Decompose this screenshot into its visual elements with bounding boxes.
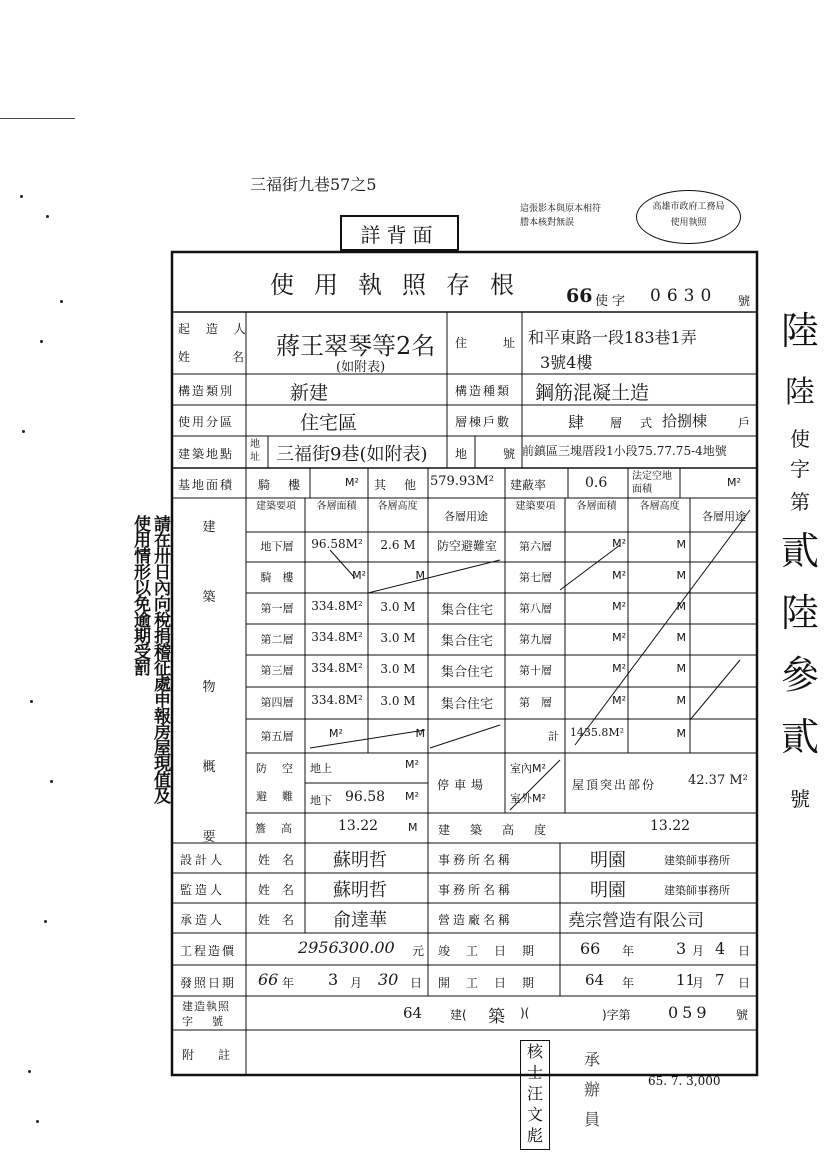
floor-area: M² [329,727,343,740]
designer-name-label: 姓 名 [258,853,295,867]
floor-height: 3.0 M [380,600,416,614]
header-area: 各層面積 [316,501,357,512]
floor-height: 3.0 M [380,631,416,645]
floor-use: 集合住宅 [440,665,493,680]
issue-month-unit: 月 [350,976,363,990]
header-use-2: 各層用途 [702,510,746,523]
header-height-2: 各層高度 [639,501,680,512]
owner-label-b: 姓 名 [178,350,251,364]
floor-area: 96.58M² [311,537,363,551]
floor-height: M [676,727,686,740]
lot-label: 地 號 [455,447,520,461]
form-title: 使用執照存根 [270,271,534,299]
permit-ref-word: 建( [450,1008,467,1022]
complete-date-label: 竣 工 日 期 [438,944,537,958]
legal-open-unit: M² [727,476,741,489]
floor-area: 334.8M² [311,630,363,644]
supervisor-office-suffix: 建築師事務所 [664,884,730,897]
verify-stamp: 詳背面 [340,215,459,251]
eave-unit: M [408,821,418,834]
floors-buildings: 拾捌棟 [662,412,708,430]
approver-stamp: 核 士 汪 文 彪 [520,1040,550,1150]
owner-label-a: 起 造 人 [178,322,252,336]
cost-unit: 元 [412,944,425,958]
roof-label: 屋頂突出部份 [572,778,657,792]
eave-value: 13.22 [338,818,379,834]
start-day: 7 [715,971,725,989]
owner-note: (如附表) [336,360,386,375]
permit-word: 使字 [595,294,630,309]
floor-item: 第四層 [260,696,294,709]
structure-value: 鋼筋混凝土造 [535,382,650,404]
floor-height: 3.0 M [380,694,416,708]
floor-item: 計 [548,730,559,743]
shelter-label-a: 防 空 [256,762,295,775]
owner-name: 蔣王翠琴等2名 [276,332,436,360]
use-zone-value: 住宅區 [300,412,358,434]
floor-item: 第三層 [260,664,294,677]
base-area-label: 基地面積 [178,478,235,492]
supervisor-office: 明園 [590,880,626,901]
eave-label: 簷 高 [255,822,294,835]
contractor-office-label: 營造廠名稱 [438,913,514,927]
floor-height: M [676,538,686,551]
floor-use: 集合住宅 [440,697,493,712]
floor-item: 第五層 [260,730,294,743]
shelter-below-label: 地下 [310,794,332,807]
roof-value: 42.37 M² [688,773,748,788]
handler-stamp: 承 辦 員 [583,1050,600,1129]
floor-height: 3.0 M [380,662,416,676]
issue-year-unit: 年 [282,976,295,990]
shelter-below-value: 96.58 [345,789,386,805]
permit-ref-suffix: 號 [736,1008,749,1022]
issue-date-label: 發照日期 [180,976,237,990]
address-line-1: 和平東路一段183巷1弄 [528,328,697,347]
floor-height: 2.6 M [380,538,416,552]
floor-area: M² [612,569,626,582]
permit-suffix: 號 [738,294,751,308]
supervisor-name: 蘇明哲 [333,880,387,901]
issue-day-unit: 日 [410,976,423,990]
contractor-name-label: 姓 名 [258,913,295,927]
floor-item: 第十層 [519,664,552,677]
shelter-below-unit: M² [405,790,419,803]
use-zone-label: 使用分區 [178,415,235,429]
arcade-label: 騎 樓 [258,478,304,492]
start-date-label: 開 工 日 期 [438,976,537,990]
floor-area: 334.8M² [311,693,363,707]
designer-office: 明園 [590,850,626,871]
permit-number: 0630 [650,286,718,306]
tax-notice: 請在卅日內向稅捐稽征處申報房屋現值及使用情形以免逾期受罰 [130,515,170,803]
complete-day-unit: 日 [738,944,751,958]
contractor-office: 堯宗營造有限公司 [568,911,704,931]
shelter-above-unit: M² [405,758,419,771]
header-height: 各層高度 [377,501,418,512]
floor-area: 334.8M² [311,661,363,675]
contractor-name: 俞達華 [333,910,387,931]
cost-label: 工程造價 [180,944,237,958]
floor-item: 地下層 [260,540,294,553]
site-sub-label: 地址 [250,439,260,463]
remarks-label: 附 註 [182,1048,237,1062]
floor-area: 334.8M² [311,599,363,613]
arcade-unit: M² [345,476,359,489]
lot-value: 前鎮區三塊厝段1小段75.77.75-4地號 [522,444,727,458]
print-note: 65. 7. 3,000 [648,1074,721,1088]
floors-style: 式 [640,416,653,430]
designer-office-suffix: 建築師事務所 [664,854,730,867]
complete-month-unit: 月 [692,944,705,958]
permit-ref-number: 059 [668,1003,711,1022]
permit-ref-word2: 築 [488,1007,505,1027]
issue-month: 3 [328,970,339,989]
start-day-unit: 日 [738,976,751,990]
build-type-label: 構造類別 [178,384,235,398]
floor-item: 第七層 [519,571,552,584]
floor-use: 集合住宅 [440,603,493,618]
header-item-2: 建築要項 [515,501,556,512]
floor-item: 第 層 [519,696,552,709]
start-year: 64 [585,971,605,989]
site-value: 三福街9巷(如附表) [276,444,428,465]
floors-count: 肆 [568,413,585,432]
permit-ref-label-b: 字 號 [182,1015,227,1028]
issue-year: 66 [258,970,279,989]
permit-ref-mid: )( [520,1006,530,1020]
floor-area: M² [612,600,626,613]
supervisor-office-label: 事務所名稱 [438,883,514,897]
building-section-label: 建 築 物 概 要 [202,520,216,845]
address-label: 住 址 [455,336,520,350]
official-seal: 高雄市政府工務局 使用執照 [636,190,741,244]
floor-item: 第九層 [519,633,552,646]
address-note: 三福街九巷57之5 [250,175,377,194]
building-height-label: 建 築 高 度 [438,823,551,837]
floor-area: M² [612,694,626,707]
start-month: 11 [676,971,696,989]
floor-area: 1435.8M² [569,726,625,739]
designer-office-label: 事務所名稱 [438,853,514,867]
floor-use: 集合住宅 [440,634,493,649]
structure-label: 構造種類 [455,384,512,398]
floor-area: M² [612,631,626,644]
designer-name: 蘇明哲 [333,850,387,871]
floor-item: 第六層 [519,540,552,553]
start-month-unit: 月 [692,976,705,990]
floor-height: M [676,569,686,582]
other-value: 579.93M² [430,474,495,489]
floor-area: M² [352,569,366,582]
building-height-value: 13.22 [650,818,691,834]
complete-month: 3 [676,939,687,958]
floors-units: 戶 [738,416,751,430]
permit-ref-label-a: 建造執照 [182,1000,230,1013]
floor-item: 騎 樓 [260,571,294,584]
complete-year-unit: 年 [622,944,635,958]
coverage-value: 0.6 [585,475,608,491]
build-type-value: 新建 [290,382,329,404]
floor-area: M² [612,537,626,550]
coverage-label: 建蔽率 [510,478,547,492]
floors-label: 層棟戶數 [455,415,512,429]
parking-indoor: 室內M² [510,762,546,775]
parking-outdoor: 室外M² [510,792,546,805]
shelter-label-b: 避 難 [256,790,295,803]
header-area-2: 各層面積 [576,501,617,512]
complete-year: 66 [580,939,601,958]
supervisor-name-label: 姓 名 [258,883,295,897]
floor-use: 防空避難室 [436,539,497,553]
issue-day: 30 [378,970,399,989]
floor-height: M [415,569,425,582]
start-year-unit: 年 [622,976,635,990]
legal-open-label: 法定空地面積 [632,471,672,495]
parking-label: 停車場 [437,778,489,792]
shelter-above-label: 地上 [310,762,332,775]
copy-certification-seal: 這張影本與原本相符 謄本核對無誤 [520,204,602,228]
site-label: 建築地點 [178,447,235,461]
complete-day: 4 [715,939,726,958]
side-permit-number: 陸 陸 使 字 第 貳 陸 參 貳 號 [780,309,819,811]
floor-height: M [676,631,686,644]
floor-item: 第八層 [519,602,552,615]
designer-role: 設計人 [180,853,226,867]
contractor-role: 承造人 [180,913,226,927]
floor-area: M² [612,662,626,675]
floor-height: M [676,600,686,613]
permit-ref-year: 64 [403,1004,423,1022]
floor-item: 第一層 [260,602,294,615]
floor-height: M [415,727,425,740]
floor-height: M [676,694,686,707]
floors-layer: 層 [610,416,623,430]
supervisor-role: 監造人 [180,883,226,897]
header-item: 建築要項 [256,501,296,512]
floor-height: M [676,662,686,675]
cost-value: 2956300.00 [298,938,395,957]
permit-ref-mid2: )字第 [602,1008,631,1022]
other-label: 其 他 [374,478,420,492]
header-use: 各層用途 [444,510,488,523]
address-line-2: 3號4樓 [540,353,593,372]
permit-year: 66 [566,285,593,307]
floor-item: 第二層 [260,633,294,646]
